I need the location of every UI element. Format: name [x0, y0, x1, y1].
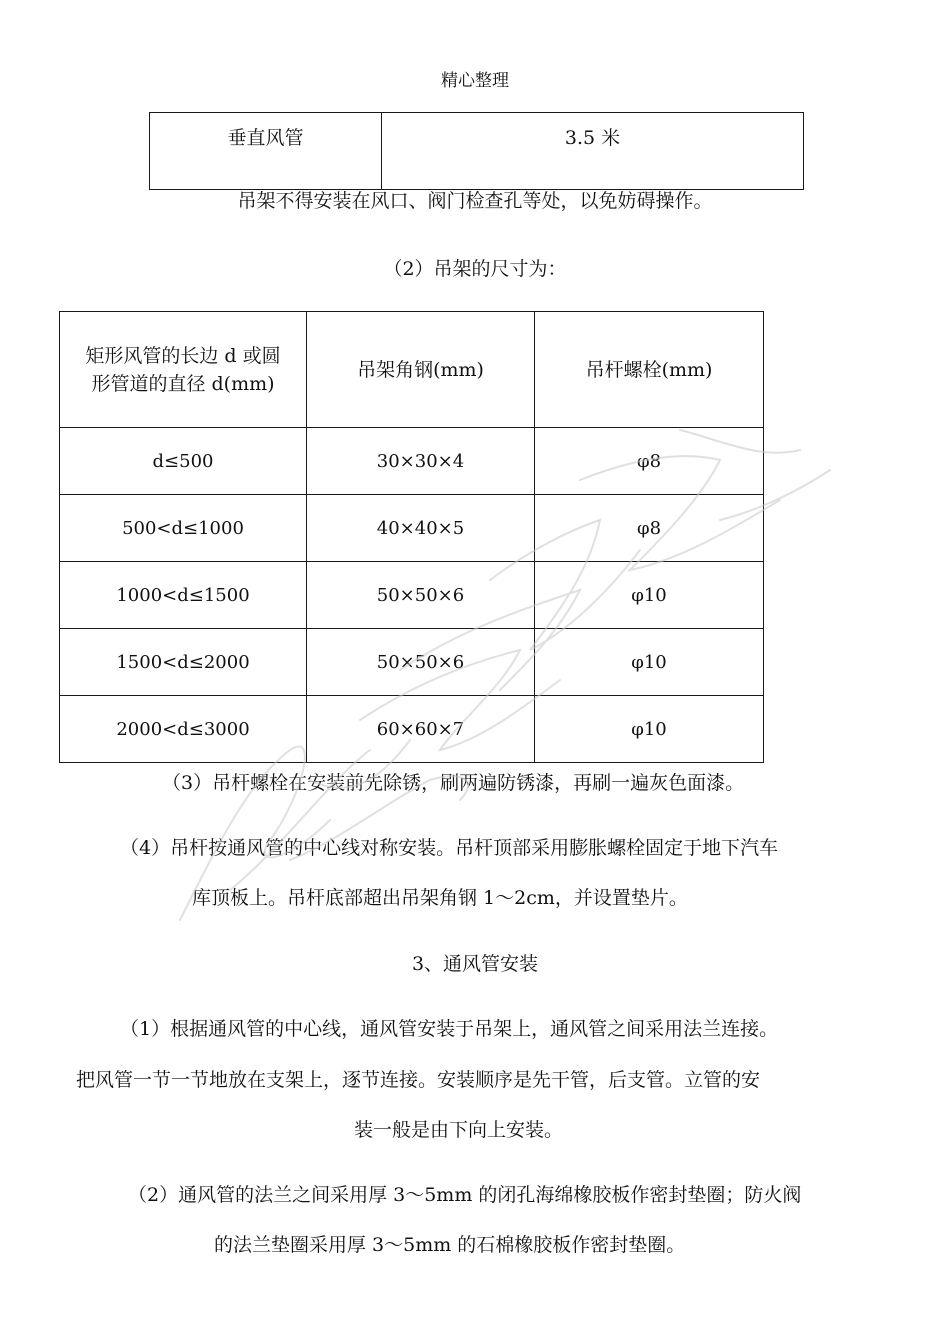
paragraph-hanger-placement: 吊架不得安装在风口、阀门检查孔等处，以免妨碍操作。 — [237, 190, 713, 212]
paragraph-hanger-size-heading: （2）吊架的尺寸为： — [383, 258, 567, 280]
paragraph-duct-install-line1: （1）根据通风管的中心线，通风管安装于吊架上，通风管之间采用法兰连接。 — [120, 1018, 779, 1040]
table-row — [60, 696, 764, 763]
cell-angle: 50×50×6 — [307, 629, 535, 696]
cell-range: 2000<d≤3000 — [60, 696, 307, 763]
cell-range: 1500<d≤2000 — [60, 629, 307, 696]
paragraph-flange-gasket-line2: 的法兰垫圈采用厚 3～5mm 的石棉橡胶板作密封垫圈。 — [214, 1234, 686, 1256]
table-row — [60, 562, 764, 629]
table-cell-label: 垂直风管 — [150, 113, 382, 190]
cell-angle: 60×60×7 — [307, 696, 535, 763]
cell-angle: 50×50×6 — [307, 562, 535, 629]
paragraph-duct-install-line2: 把风管一节一节地放在支架上，逐节连接。安装顺序是先干管，后支管。立管的安 — [76, 1069, 761, 1091]
paragraph-duct-install-line3: 装一般是由下向上安装。 — [354, 1119, 564, 1141]
section-heading-duct-install: 3、通风管安装 — [411, 953, 539, 975]
paragraph-rod-install-line2: 库顶板上。吊杆底部超出吊架角钢 1～2cm，并设置垫片。 — [192, 887, 688, 909]
cell-bolt: φ10 — [535, 696, 764, 763]
table-header-row — [60, 312, 764, 428]
paragraph-rod-install-line1: （4）吊杆按通风管的中心线对称安装。吊杆顶部采用膨胀螺栓固定于地下汽车 — [120, 837, 779, 859]
cell-bolt: φ10 — [535, 629, 764, 696]
cell-angle: 30×30×4 — [307, 428, 535, 495]
table-row — [60, 428, 764, 495]
table-row — [150, 113, 804, 190]
paragraph-bolt-treatment: （3）吊杆螺栓在安装前先除锈，刷两遍防锈漆，再刷一遍灰色面漆。 — [162, 772, 745, 794]
cell-range: d≤500 — [60, 428, 307, 495]
table-cell-value: 3.5 米 — [382, 113, 804, 190]
paragraph-flange-gasket-line1: （2）通风管的法兰之间采用厚 3～5mm 的闭孔海绵橡胶板作密封垫圈；防火阀 — [128, 1184, 802, 1206]
page-header-title: 精心整理 — [441, 71, 509, 91]
header-cell-bolt: 吊杆螺栓(mm) — [535, 312, 764, 428]
vertical-duct-table — [149, 112, 804, 190]
table-row — [60, 629, 764, 696]
cell-angle: 40×40×5 — [307, 495, 535, 562]
cell-range: 500<d≤1000 — [60, 495, 307, 562]
cell-bolt: φ8 — [535, 495, 764, 562]
table-row — [60, 495, 764, 562]
header-cell-duct-size — [60, 312, 307, 428]
hanger-size-table — [59, 311, 764, 763]
header-duct-size-line2: 形管道的直径 d(mm) — [91, 372, 275, 395]
header-cell-angle-steel: 吊架角钢(mm) — [307, 312, 535, 428]
cell-range: 1000<d≤1500 — [60, 562, 307, 629]
cell-bolt: φ8 — [535, 428, 764, 495]
cell-bolt: φ10 — [535, 562, 764, 629]
header-duct-size-line1: 矩形风管的长边 d 或圆 — [85, 344, 281, 367]
